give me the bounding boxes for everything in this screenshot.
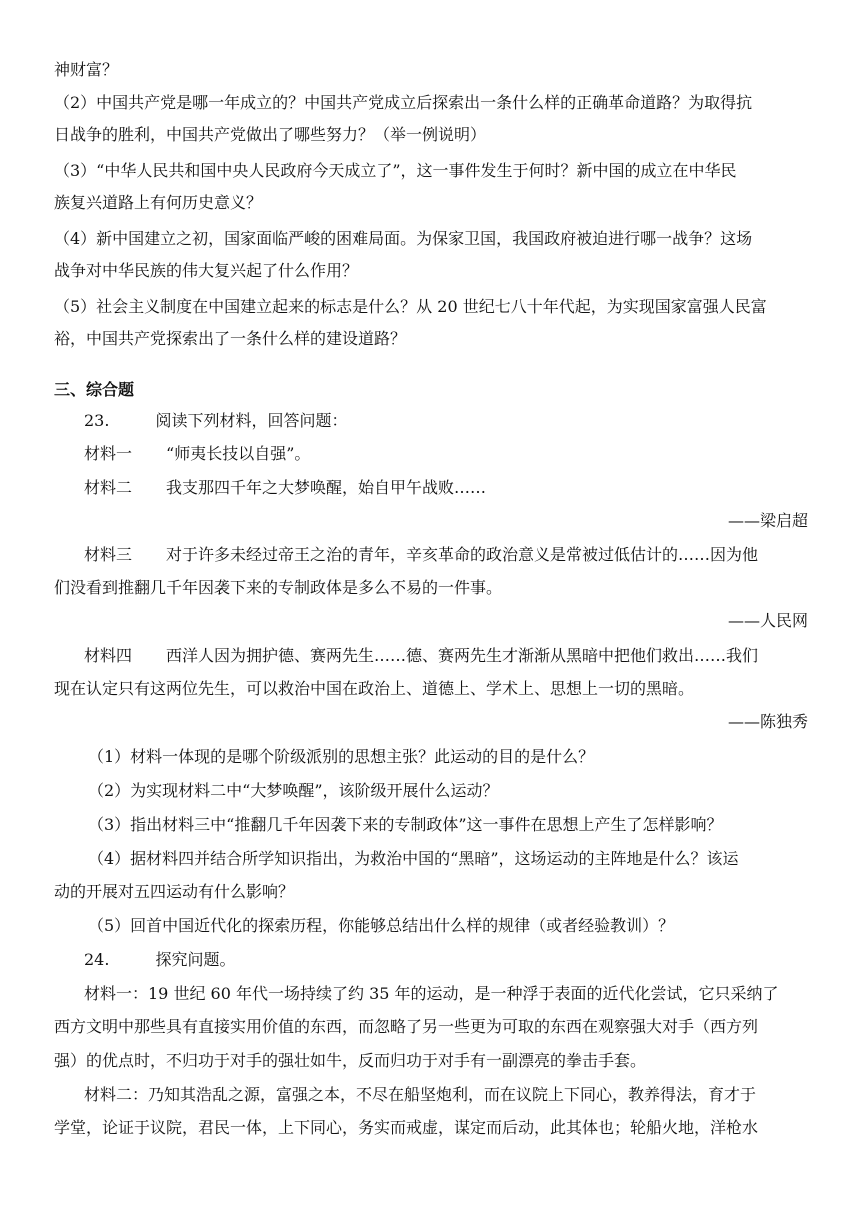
material-3-source: ——人民网 (727, 611, 808, 630)
question-2-line-2: 日战争的胜利，中国共产党做出了哪些努力？（举一例说明） (54, 125, 487, 144)
q23-number: 23. (84, 411, 110, 430)
question-3-line-1: （3）“中华人民共和国中央人民政府今天成立了”，这一事件发生于何时？新中国的成立在中华民 (54, 161, 737, 180)
q24-header (84, 947, 808, 973)
material-2-source: ——梁启超 (727, 511, 808, 530)
material-4-source: ——陈独秀 (727, 712, 808, 731)
material-3-line-1 (84, 542, 808, 568)
q24-material-1-line-2: 西方文明中那些具有直接实用价值的东西，而忽略了另一些更为可取的东西在观察强大对手（西方列 (54, 1017, 759, 1036)
question-2-line-1: （2）中国共产党是哪一年成立的？中国共产党成立后探索出一条什么样的正确革命道路？为取得抗 (54, 93, 753, 112)
material-4-line-2: 现在认定只有这两位先生，可以救治中国在政治上、道德上、学术上、思想上一切的黑暗。 (54, 679, 695, 698)
sub-question-3: （3）指出材料三中“推翻几千年因袭下来的专制政体”这一事件在思想上产生了怎样影响？ (88, 815, 723, 834)
material-4-text-1: 西洋人因为拥护德、赛两先生……德、赛两先生才渐渐从黑暗中把他们救出……我们 (166, 646, 759, 665)
question-5-line-2: 裕，中国共产党探索出了一条什么样的建设道路？ (54, 329, 407, 348)
question-5-line-1: （5）社会主义制度在中国建立起来的标志是什么？从 20 世纪七八十年代起，为实现国家富强人民富 (54, 297, 767, 316)
q24-material-1-line-3: 强）的优点时，不归功于对手的强壮如牛，反而归功于对手有一副漂亮的拳击手套。 (54, 1051, 647, 1070)
q24-material-2-line-1: 材料二：乃知其浩乱之源，富强之本，不尽在船坚炮利，而在议院上下同心，教养得法，育才于 (84, 1085, 757, 1104)
material-1 (84, 441, 808, 467)
material-3-text-1: 对于许多未经过帝王之治的青年，辛亥革命的政治意义是常被过低估计的……因为他 (166, 545, 759, 564)
material-4-line-1 (84, 643, 808, 669)
sub-question-5: （5）回首中国近代化的探索历程，你能够总结出什么样的规律（或者经验教训）？ (88, 916, 675, 935)
sub-question-4-line-2: 动的开展对五四运动有什么影响？ (54, 882, 295, 901)
material-1-label: 材料一 (84, 444, 133, 463)
q24-material-2-line-2: 学堂，论证于议院，君民一体，上下同心，务实而戒虚，谋定而后动，此其体也；轮船火地，洋枪水 (54, 1118, 759, 1137)
q24-prompt: 探究问题。 (155, 950, 236, 969)
sub-question-1: （1）材料一体现的是哪个阶级派别的思想主张？此运动的目的是什么？ (88, 747, 595, 766)
sub-question-2: （2）为实现材料二中“大梦唤醒”，该阶级开展什么运动？ (88, 781, 499, 800)
material-2-text: 我支那四千年之大梦唤醒，始自甲午战败…… (166, 478, 487, 497)
q24-number: 24. (84, 950, 110, 969)
material-3-line-2: 们没看到推翻几千年因袭下来的专制政体是多么不易的一件事。 (54, 578, 503, 597)
material-2-label: 材料二 (84, 478, 133, 497)
q23-prompt: 阅读下列材料，回答问题： (155, 411, 348, 430)
question-4-line-1: （4）新中国建立之初，国家面临严峻的困难局面。为保家卫国，我国政府被迫进行哪一战争？这场 (54, 229, 753, 248)
material-2 (84, 475, 808, 501)
material-4-label: 材料四 (84, 646, 133, 665)
q23-header (84, 408, 808, 434)
material-3-label: 材料三 (84, 545, 133, 564)
sub-question-4-line-1: （4）据材料四并结合所学知识指出，为救治中国的“黑暗”，这场运动的主阵地是什么？该运 (88, 849, 739, 868)
section-heading: 三、综合题 (54, 380, 135, 399)
continued-line: 神财富？ (54, 60, 119, 79)
question-4-line-2: 战争对中华民族的伟大复兴起了什么作用？ (54, 261, 359, 280)
q24-material-1-line-1: 材料一：19 世纪 60 年代一场持续了约 35 年的运动，是一种浮于表面的近代化尝试，它只采纳了 (84, 984, 779, 1003)
material-1-text: “师夷长技以自强”。 (166, 444, 311, 463)
question-3-line-2: 族复兴道路上有何历史意义？ (54, 193, 263, 212)
